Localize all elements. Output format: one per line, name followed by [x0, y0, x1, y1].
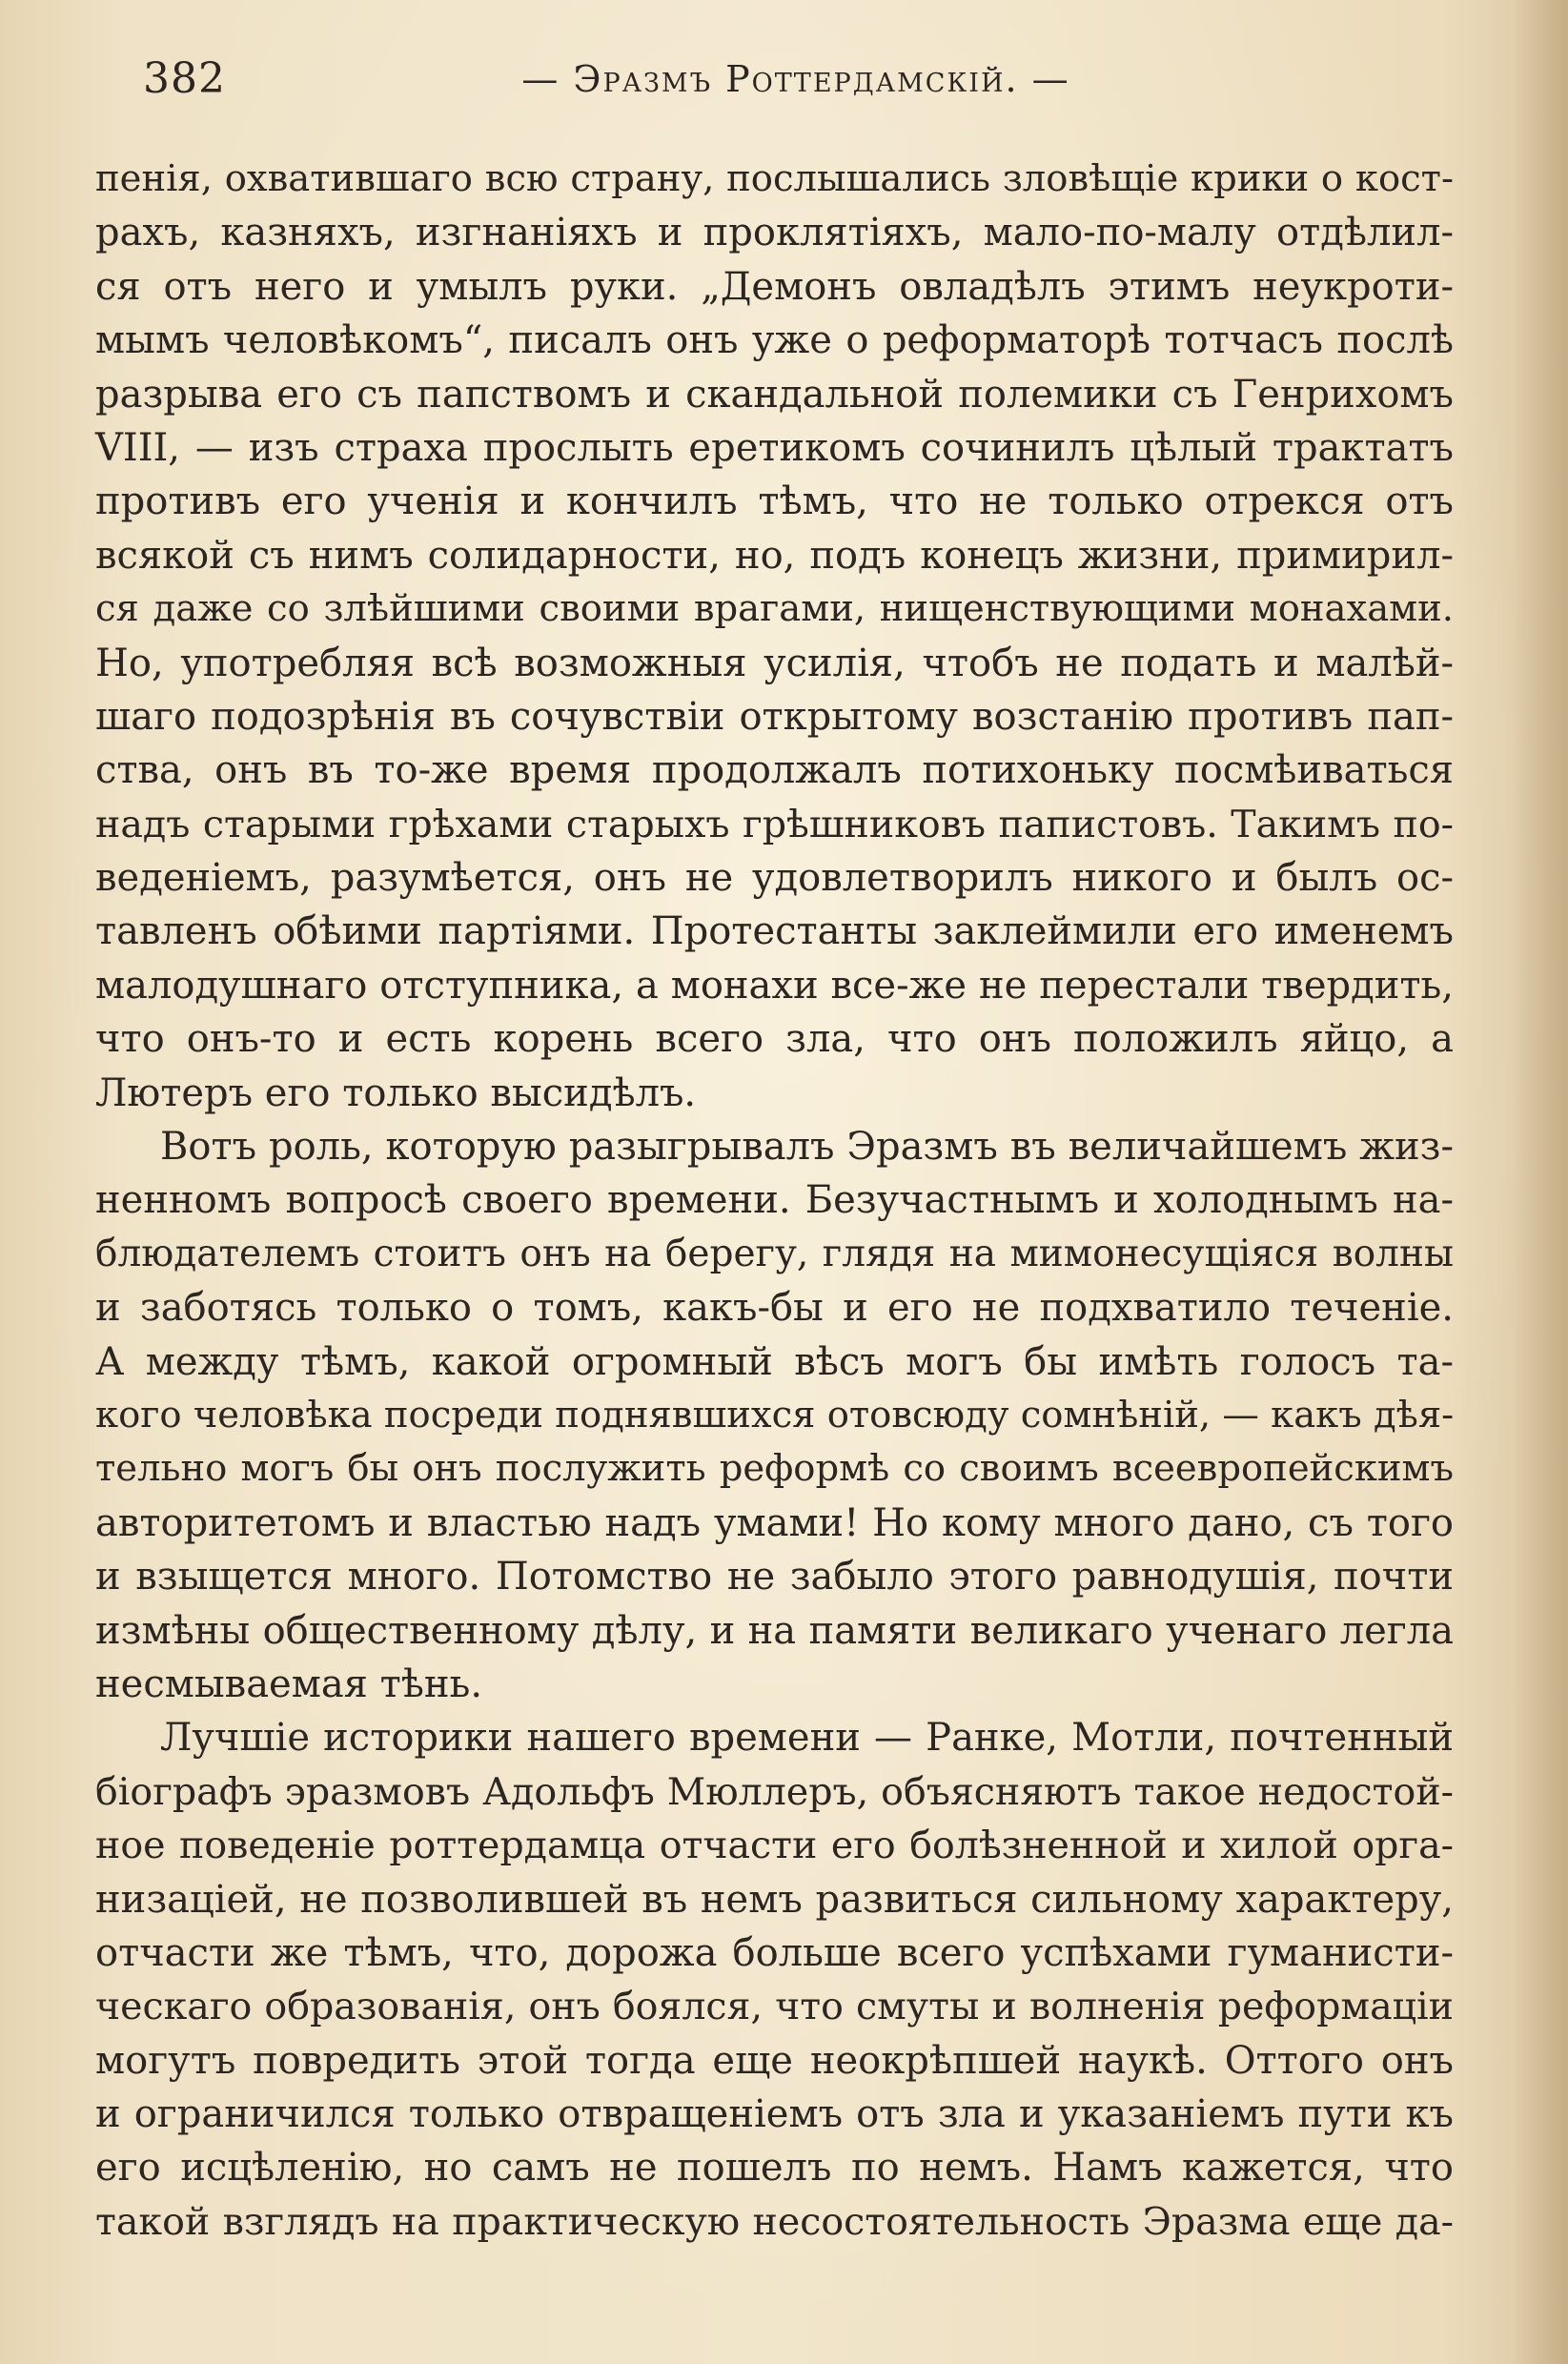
running-title: — Эразмъ Роттердамскій. —	[521, 58, 1070, 100]
paragraph-first-line: Лучшіе историки нашего времени — Ранке, Мотли, почтенный	[160, 1716, 1454, 1761]
text-line: тельно могъ бы онъ послужить реформѣ со своимъ всеевропейскимъ	[95, 1447, 1454, 1491]
text-line: низаціей, не позволившей въ немъ развиться сильному характеру,	[95, 1877, 1454, 1922]
text-line: и ограничился только отвращеніемъ отъ зла и указаніемъ пути къ	[95, 2092, 1454, 2137]
running-head	[143, 46, 1449, 112]
text-line: авторитетомъ и властью надъ умами! Но кому много дано, съ того	[95, 1500, 1454, 1545]
text-line: что онъ-то и есть корень всего зла, что онъ положилъ яйцо, а	[95, 1017, 1454, 1062]
text-line: и заботясь только о томъ, какъ-бы и его не подхватило теченіе.	[95, 1286, 1454, 1331]
text-line: VIII, — изъ страха прослыть еретикомъ сочинилъ цѣлый трактатъ	[95, 425, 1454, 470]
text-line: А между тѣмъ, какой огромный вѣсъ могъ бы имѣть голосъ та-	[95, 1339, 1454, 1384]
paragraph-first-line: Вотъ роль, которую разыгрывалъ Эразмъ въ величайшемъ жиз-	[160, 1125, 1454, 1170]
text-line: ненномъ вопросѣ своего времени. Безучастнымъ и холоднымъ на-	[95, 1178, 1454, 1223]
text-line: ческаго образованія, онъ боялся, что смуты и волненія реформаціи	[95, 1985, 1454, 2029]
page-number: 382	[143, 54, 226, 103]
text-line: ся отъ него и умылъ руки. „Демонъ овладѣлъ этимъ неукроти-	[95, 264, 1454, 309]
text-line: и взыщется много. Потомство не забыло этого равнодушія, почти	[95, 1555, 1454, 1600]
text-line: измѣны общественному дѣлу, и на памяти великаго ученаго легла	[95, 1608, 1454, 1653]
paragraph-last-line: несмываемая тѣнь.	[95, 1661, 483, 1706]
text-line: малодушнаго отступника, а монахи все-же не перестали твердить,	[95, 963, 1454, 1008]
text-line: разрыва его съ папствомъ и скандальной полемики съ Генрихомъ	[95, 372, 1454, 417]
text-line: такой взглядъ на практическую несостоятельность Эразма еще да-	[95, 2199, 1454, 2244]
text-line: рахъ, казняхъ, изгнаніяхъ и проклятіяхъ, мало-по-малу отдѣлил-	[95, 211, 1454, 255]
text-line: ся даже со злѣйшими своими врагами, нищенствующими монахами.	[95, 587, 1454, 631]
text-line: кого человѣка посреди поднявшихся отовсюду сомнѣній, — какъ дѣя-	[95, 1393, 1455, 1437]
text-line: пенія, охватившаго всю страну, послышались зловѣщіе крики о кост-	[95, 157, 1454, 200]
text-line: ства, онъ въ то-же время продолжалъ потихоньку посмѣиваться	[95, 748, 1454, 793]
text-line: мымъ человѣкомъ“, писалъ онъ уже о реформаторѣ тотчасъ послѣ	[95, 318, 1454, 363]
page-edge-shadow	[1511, 0, 1568, 2364]
text-line: противъ его ученія и кончилъ тѣмъ, что не только отрекся отъ	[95, 479, 1454, 524]
text-line: шаго подозрѣнія въ сочувствіи открытому возстанію противъ пап-	[95, 694, 1454, 739]
text-line: біографъ эразмовъ Адольфъ Мюллеръ, объясняютъ такое недостой-	[95, 1769, 1454, 1814]
text-line: могутъ повредить этой тогда еще неокрѣпшей наукѣ. Оттого онъ	[95, 2038, 1454, 2083]
text-line: надъ старыми грѣхами старыхъ грѣшниковъ папистовъ. Такимъ по-	[95, 802, 1454, 846]
text-line: блюдателемъ стоитъ онъ на берегу, глядя на мимонесущіяся волны	[95, 1232, 1454, 1275]
text-line: Но, употребляя всѣ возможныя усилія, чтобъ не подать и малѣй-	[95, 641, 1454, 685]
body-text	[95, 153, 1454, 2249]
text-line: веденіемъ, разумѣется, онъ не удовлетворилъ никого и былъ ос-	[95, 856, 1454, 901]
text-line: отчасти же тѣмъ, что, дорожа больше всего успѣхами гуманисти-	[95, 1930, 1454, 1975]
text-line: его исцѣленію, но самъ не пошелъ по немъ. Намъ кажется, что	[95, 2146, 1454, 2191]
paragraph-last-line: Лютеръ его только высидѣлъ.	[95, 1070, 697, 1115]
text-line: всякой съ нимъ солидарности, но, подъ конецъ жизни, примирил-	[95, 533, 1454, 578]
text-line: тавленъ обѣими партіями. Протестанты заклеймили его именемъ	[95, 909, 1454, 954]
text-line: ное поведеніе роттердамца отчасти его болѣзненной и хилой орга-	[95, 1824, 1454, 1868]
